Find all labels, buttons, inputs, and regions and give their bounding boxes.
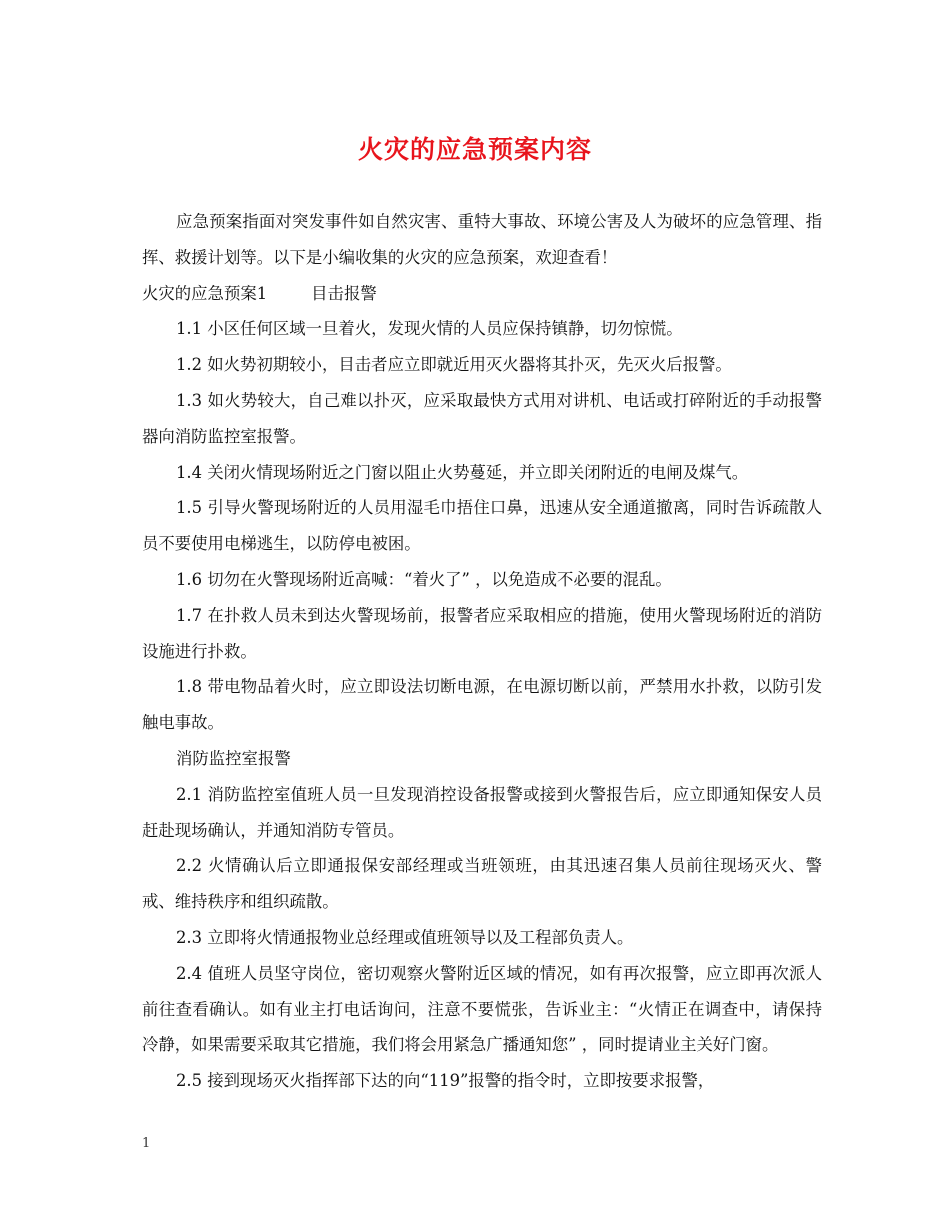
document-body (142, 204, 822, 1099)
list-item: 2.5 接到现场灭火指挥部下达的向“119”报警的指令时，立即按要求报警， (176, 1071, 715, 1091)
list-item: 2.3 立即将火情通报物业总经理或值班领导以及工程部负责人。 (176, 927, 634, 947)
list-item: 2.4 值班人员坚守岗位，密切观察火警附近区域的情况，如有再次报警，应立即再次派人前往查看确认。如有业主打电话询问，注意不要慌张，告诉业主：“火情正在调查中，请保持冷静，如果需要采取其它措施，我们将会用紧急广播通知您” ，同时提请业主关好门窗。 (142, 963, 822, 1055)
section-2-heading: 消防监控室报警 (176, 748, 291, 768)
list-item: 2.1 消防监控室值班人员一旦发现消控设备报警或接到火警报告后，应立即通知保安人员赶赴现场确认，并通知消防专管员。 (142, 784, 822, 840)
list-item: 1.5 引导火警现场附近的人员用湿毛巾捂住口鼻，迅速从安全通道撤离，同时告诉疏散人员不要使用电梯逃生，以防停电被困。 (142, 498, 822, 554)
document-title: 火灾的应急预案内容 (357, 135, 592, 164)
list-item: 1.3 如火势较大，自己难以扑灭，应采取最快方式用对讲机、电话或打碎附近的手动报警器向消防监控室报警。 (142, 390, 822, 446)
section-1-label: 火灾的应急预案1 (142, 283, 268, 303)
list-item: 1.8 带电物品着火时，应立即设法切断电源，在电源切断以前，严禁用水扑救，以防引发触电事故。 (142, 677, 822, 733)
list-item: 2.2 火情确认后立即通报保安部经理或当班领班，由其迅速召集人员前往现场灭火、警戒、维持秩序和组织疏散。 (142, 856, 822, 912)
list-item: 1.7 在扑救人员未到达火警现场前，报警者应采取相应的措施，使用火警现场附近的消防设施进行扑救。 (142, 605, 822, 661)
page-number: 1 (142, 1136, 151, 1151)
list-item: 1.2 如火势初期较小，目击者应立即就近用灭火器将其扑灭，先灭火后报警。 (176, 355, 732, 375)
section-1-heading (142, 276, 822, 312)
list-item: 1.4 关闭火情现场附近之门窗以阻止火势蔓延，并立即关闭附近的电闸及煤气。 (176, 462, 749, 482)
list-item: 1.1 小区任何区域一旦着火，发现火情的人员应保持镇静，切勿惊慌。 (176, 319, 683, 339)
list-item: 1.6 切勿在火警现场附近高喊：“着火了” ，以免造成不必要的混乱。 (176, 569, 672, 589)
intro-paragraph: 应急预案指面对突发事件如自然灾害、重特大事故、环境公害及人为破坏的应急管理、指挥、救援计划等。以下是小编收集的火灾的应急预案，欢迎查看！ (142, 212, 822, 267)
section-1-title: 目击报警 (311, 283, 377, 303)
